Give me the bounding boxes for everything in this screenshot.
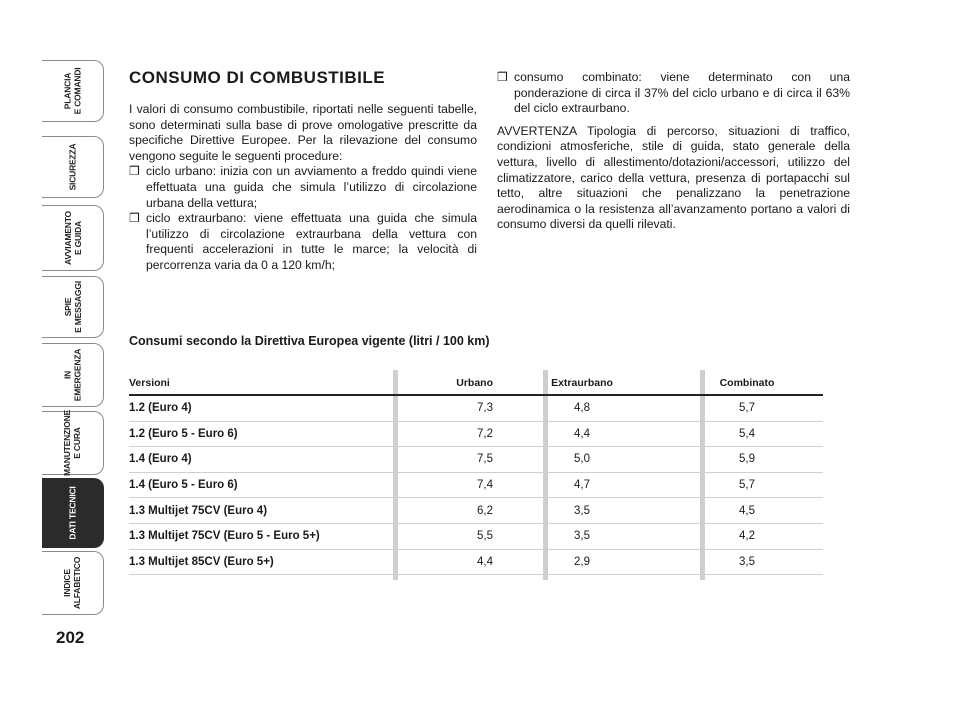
tab-label: EMERGENZA	[72, 348, 83, 402]
bullet-text: consumo combinato: viene determinato con una ponderazione di circa il 37% del ciclo urbano e di circa il 63% del ciclo extraurbano.	[514, 70, 850, 116]
cell-version: 1.2 (Euro 5 - Euro 6)	[129, 427, 238, 440]
list-item	[497, 70, 850, 117]
list-item	[129, 164, 477, 211]
cell-extraurbano: 3,5	[574, 504, 590, 517]
tab-in-emergenza[interactable]	[42, 343, 104, 407]
cell-combinato: 4,5	[739, 504, 755, 517]
table-caption: Consumi secondo la Direttiva Europea vigente (litri / 100 km)	[129, 334, 490, 348]
tab-label: E MESSAGGI	[72, 281, 83, 333]
tab-label: SICUREZZA	[67, 143, 78, 191]
checkbox-bullet-icon: ❒	[129, 164, 140, 179]
page-number: 202	[56, 628, 85, 647]
tab-indice-alfabetico[interactable]	[42, 551, 104, 615]
cell-combinato: 5,7	[739, 479, 755, 492]
table-row	[129, 524, 823, 550]
page-title: CONSUMO DI COMBUSTIBILE	[129, 68, 386, 87]
tab-dati-tecnici[interactable]	[42, 478, 104, 548]
cell-combinato: 4,2	[739, 530, 755, 543]
cell-urbano: 5,5	[477, 530, 493, 543]
cell-urbano: 7,2	[477, 427, 493, 440]
table-row	[129, 473, 823, 499]
tab-label: DATI TECNICI	[67, 486, 78, 540]
warning-paragraph: AVVERTENZA Tipologia di percorso, situazioni di traffico, condizioni atmosferiche, stile di guida, stato generale della vettura, livello di allestimento/dotazioni/accessori, utilizzo del climatizzatore, carico della vettura, presenza di portapacchi sul tetto, altre situazioni che penalizzano la penetrazione aerodinamica o la resistenza all’avanzamento portano a valori di consumo diversi da quelli rilevati.	[497, 123, 850, 232]
right-column	[497, 70, 850, 233]
cell-urbano: 7,3	[477, 402, 493, 415]
header-combinato: Combinato	[719, 377, 775, 389]
cell-extraurbano: 4,8	[574, 402, 590, 415]
tab-label: E COMANDI	[72, 67, 83, 115]
table-row	[129, 422, 823, 448]
tab-label: ALFABETICO	[72, 556, 83, 610]
cell-urbano: 7,4	[477, 479, 493, 492]
cell-urbano: 4,4	[477, 555, 493, 568]
cell-urbano: 6,2	[477, 504, 493, 517]
cell-combinato: 5,7	[739, 402, 755, 415]
consumption-table	[129, 372, 823, 575]
cell-urbano: 7,5	[477, 453, 493, 466]
cell-combinato: 3,5	[739, 555, 755, 568]
tab-plancia-e-comandi[interactable]	[42, 60, 104, 122]
cell-extraurbano: 3,5	[574, 530, 590, 543]
list-item	[129, 211, 477, 273]
tab-manutenzione-e-cura[interactable]	[42, 411, 104, 475]
cell-extraurbano: 4,7	[574, 479, 590, 492]
tab-label: E GUIDA	[72, 220, 83, 256]
cell-version: 1.4 (Euro 5 - Euro 6)	[129, 479, 238, 492]
table-row	[129, 498, 823, 524]
tab-avviamento-e-guida[interactable]	[42, 205, 104, 271]
tab-label: E CURA	[72, 427, 83, 459]
tab-sicurezza[interactable]	[42, 136, 104, 198]
header-urbano: Urbano	[456, 377, 493, 389]
table-header-row	[129, 372, 823, 396]
tab-label: MANUTENZIONE	[62, 409, 73, 477]
tab-label: AVVIAMENTO	[62, 211, 73, 265]
left-column	[129, 102, 477, 274]
checkbox-bullet-icon: ❒	[497, 70, 508, 84]
cell-version: 1.3 Multijet 85CV (Euro 5+)	[129, 555, 274, 568]
bullet-text: ciclo extraurbano: viene effettuata una guida che simula l’utilizzo di circolazione extraurbana della vettura con frequenti accelerazioni in tutte le marce; la velocità di percorrenza varia da 0 a 120 km/h;	[146, 211, 477, 272]
intro-paragraph: I valori di consumo combustibile, riportati nelle seguenti tabelle, sono determinati sulla base di prove omologative prescritte da specifiche Direttive Europee. Per la rilevazione del consumo vengono seguite le seguenti procedure:	[129, 102, 477, 163]
table-row	[129, 447, 823, 473]
cell-combinato: 5,4	[739, 427, 755, 440]
checkbox-bullet-icon: ❒	[129, 211, 140, 226]
cell-version: 1.3 Multijet 75CV (Euro 4)	[129, 504, 268, 517]
cell-version: 1.3 Multijet 75CV (Euro 5 - Euro 5+)	[129, 530, 320, 543]
tab-label: SPIE	[62, 297, 73, 317]
cell-version: 1.2 (Euro 4)	[129, 402, 192, 415]
tab-label: IN	[62, 370, 73, 380]
tab-spie-e-messaggi[interactable]	[42, 276, 104, 338]
cell-extraurbano: 2,9	[574, 555, 590, 568]
header-extraurbano: Extraurbano	[551, 377, 613, 389]
cell-version: 1.4 (Euro 4)	[129, 453, 192, 466]
table-row	[129, 396, 823, 422]
bullet-text: ciclo urbano: inizia con un avviamento a freddo quindi viene effettuata una guida che simula l’utilizzo di circolazione urbana della vettura;	[146, 164, 477, 210]
tab-label: INDICE	[62, 569, 73, 597]
cell-extraurbano: 5,0	[574, 453, 590, 466]
table-row	[129, 550, 823, 576]
header-versioni: Versioni	[129, 377, 170, 389]
cell-extraurbano: 4,4	[574, 427, 590, 440]
tab-label: PLANCIA	[62, 72, 73, 110]
cell-combinato: 5,9	[739, 453, 755, 466]
